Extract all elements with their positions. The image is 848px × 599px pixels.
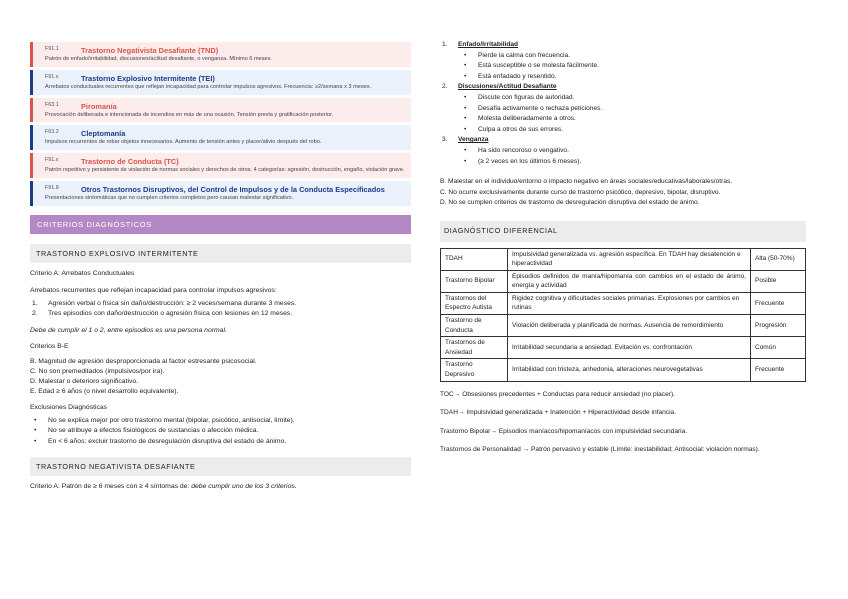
right-column (440, 40, 806, 456)
table-cell: Episodios definidos de manía/hipomanía con cambios en el estado de ánimo, energía y actividad (508, 270, 751, 292)
group-heading: Enfado/Irritabilidad (458, 41, 519, 48)
table-row (441, 315, 806, 337)
crit-a-list (30, 299, 411, 319)
table-cell: Impulsividad generalizada vs. agresión específica. En TDAH hay desatención e hiperactividad (508, 248, 751, 270)
disorder-code: F91.1 (45, 46, 59, 52)
tnd-group-2: 2. Discusiones/Actitud Desafiante (442, 83, 557, 91)
list-item: • Culpa a otros de sus errores. (478, 125, 806, 136)
disorder-title: Piromanía (81, 101, 117, 111)
exclusions-title: Exclusiones Diagnósticas (30, 404, 108, 412)
disorder-desc: Provocación deliberada e intencionada de incendios en más de una ocasión. Tensión previa y gratificación posterior. (45, 111, 334, 118)
differential-table (440, 248, 806, 382)
disorder-code: F91.x (45, 73, 59, 80)
table-cell: Común (751, 337, 806, 359)
list-item: • Ha sido rencoroso o vengativo. (478, 146, 806, 157)
disorder-desc: Presentaciones sintomáticas que no cumplen criterios completos pero causan malestar significativo. (45, 194, 294, 201)
tnd-group-1-list (440, 51, 806, 83)
disorder-desc: Patrón repetitivo y persistente de violación de normas sociales y derechos de otros. 4 categorías: agresión, destrucción, engaño, violación grave. (45, 167, 405, 174)
crit-be-item: E. Edad ≥ 6 años (o nivel desarrollo equivalente). (30, 388, 179, 396)
table-cell: Trastorno Depresivo (441, 359, 508, 381)
disorder-title: Otros Trastornos Disruptivos, del Control de Impulsos y de la Conducta Especificados (81, 184, 385, 194)
differential-note: Trastornos de Personalidad → Patrón pervasivo y estable (Límite: inestabilidad; Antisocial: violación normas). (440, 446, 760, 454)
list-item: • Molesta deliberadamente a otros. (478, 114, 806, 125)
tei-header: TRASTORNO EXPLOSIVO INTERMITENTE (30, 244, 411, 263)
disorder-title: Trastorno Negativista Desafiante (TND) (81, 46, 219, 55)
table-row (441, 337, 806, 359)
list-item: • Está enfadado y resentido. (478, 72, 806, 83)
table-cell: Trastornos de Ansiedad (441, 337, 508, 359)
disorder-code: F63.2 (45, 129, 59, 136)
differential-note: TOC→ Obsesiones precedentes + Conductas para reducir ansiedad (no placer). (440, 390, 675, 398)
table-cell: Rigidez cognitiva y dificultades sociales primarias. Explosiones por cambios en rutinas (508, 292, 751, 314)
disorder-card-otros (30, 181, 411, 206)
crit-be-title: Criterios B-E (30, 343, 69, 351)
disorder-desc: Arrebatos conductuales recurrentes que reflejan incapacidad para controlar impulsos agresivos. Frecuencia: ≥2/semana x 3 meses. (45, 83, 372, 90)
disorder-card-piromania (30, 98, 411, 123)
table-cell: Trastorno Bipolar (441, 270, 508, 292)
tnd-group-3-list (440, 146, 806, 167)
tnd-group-2-list (440, 93, 806, 135)
crit-a-note: Debe de cumplir el 1 o 2, entre episodios es una persona normal. (30, 327, 227, 335)
tnd-crit-c: C. No ocurre exclusivamente durante curso de trastorno psicótico, depresivo, bipolar, disruptivo. (440, 188, 721, 196)
list-item: • No se atribuye a efectos fisiológicos de sustancias o afección médica. (30, 426, 411, 436)
exclusions-list (30, 416, 411, 447)
list-item: • En < 6 años: excluir trastorno de desregulación disruptiva del estado de ánimo. (30, 437, 411, 447)
list-item: • (≥ 2 veces en los últimos 6 meses). (478, 157, 806, 168)
disorder-card-cleptomania (30, 125, 411, 150)
list-item: 2. Tres episodios con daño/destrucción o agresión física con lesiones en 12 meses. (32, 309, 293, 317)
differential-note: Trastorno Bipolar→ Episodios maníacos/hipomaníacos con impulsividad secundaria. (440, 427, 688, 435)
table-cell: Frecuente (751, 292, 806, 314)
list-item: • No se explica mejor por otro trastorno mental (bipolar, psicótico, antisocial, límite). (30, 416, 411, 426)
disorder-card-tei (30, 70, 411, 95)
table-cell: Trastornos del Espectro Autista (441, 292, 508, 314)
tnd-crit-b: B. Malestar en el individuo/entorno o impacto negativo en áreas sociales/educativas/laborales/otras. (440, 178, 733, 186)
table-cell: Progresión (751, 315, 806, 337)
left-column (30, 42, 411, 492)
crit-a-title: Criterio A: Arrebatos Conductuales (30, 269, 135, 277)
crit-a-desc: Arrebatos recurrentes que reflejan incapacidad para controlar impulsos agresivos: (30, 286, 277, 294)
table-cell: Irritabilidad con tristeza, anhedonia, alteraciones neurovegetativas (508, 359, 751, 381)
table-row (441, 248, 806, 270)
disorder-title: Trastorno de Conducta (TC) (81, 157, 179, 167)
criteria-header: CRITERIOS DIAGNÓSTICOS (30, 215, 411, 234)
disorder-desc: Patrón de enfado/irritabilidad, discusiones/actitud desafiante, o venganza. Mínimo 6 meses. (45, 56, 272, 62)
disorder-desc: Impulsos recurrentes de robar objetos innecesarios. Aumento de tensión antes y placer/alivio después del robo. (45, 139, 322, 146)
crit-be-item: C. No son premeditados (impulsivos/por ira). (30, 368, 165, 376)
list-item: • Discute con figuras de autoridad. (478, 93, 806, 104)
tnd-crit-d: D. No se cumplen criterios de trastorno de desregulación disruptiva del estado de ánimo. (440, 199, 700, 207)
table-cell: Alta (50-70%) (751, 248, 806, 270)
table-cell: Trastorno de Conducta (441, 315, 508, 337)
group-heading: Venganza (458, 136, 489, 144)
table-cell: Frecuente (751, 359, 806, 381)
tnd-header: TRASTORNO NEGATIVISTA DESAFIANTE (30, 457, 411, 476)
differential-header: DIAGNÓSTICO DIFERENCIAL (440, 221, 806, 242)
disorder-card-tnd (30, 42, 411, 67)
list-item: 1. Agresión verbal o física sin daño/destrucción: ≥ 2 veces/semana durante 3 meses. (32, 299, 297, 307)
table-cell: Posible (751, 270, 806, 292)
list-item: • Está susceptible o se molesta fácilmente. (478, 61, 806, 72)
disorder-code: F63.1 (45, 101, 59, 108)
disorder-code: F91.x (45, 157, 59, 164)
disorder-title: Trastorno Explosivo Intermitente (TEI) (81, 73, 215, 83)
disorder-card-tc (30, 153, 411, 178)
crit-be-item: B. Magnitud de agresión desproporcionada al factor estresante psicosocial. (30, 358, 257, 366)
tnd-group-3: 3. Venganza (442, 136, 489, 144)
table-cell: Irritabilidad secundaria a ansiedad. Evitación vs. confrontación (508, 337, 751, 359)
table-cell: TDAH (441, 248, 508, 270)
table-cell: Violación deliberada y planificada de normas. Ausencia de remordimiento (508, 315, 751, 337)
disorder-title: Cleptomanía (81, 129, 126, 139)
group-heading: Discusiones/Actitud Desafiante (458, 83, 557, 91)
tnd-group-1: 1. Enfado/Irritabilidad (442, 41, 519, 48)
table-row (441, 292, 806, 314)
table-row (441, 270, 806, 292)
list-item: • Desafía activamente o rechaza peticiones. (478, 104, 806, 115)
differential-note: TDAH→ Impulsividad generalizada + Inatención + Hiperactividad desde infancia. (440, 409, 677, 417)
table-row (441, 359, 806, 381)
disorder-code: F91.8 (45, 184, 59, 191)
crit-be-item: D. Malestar o deterioro significativo. (30, 378, 139, 386)
list-item: • Pierde la calma con frecuencia. (478, 51, 806, 62)
tnd-crit-a: Criterio A: Patrón de ≥ 6 meses con ≥ 4 síntomas de: debe cumplir uno de los 3 criterios. (30, 482, 297, 490)
